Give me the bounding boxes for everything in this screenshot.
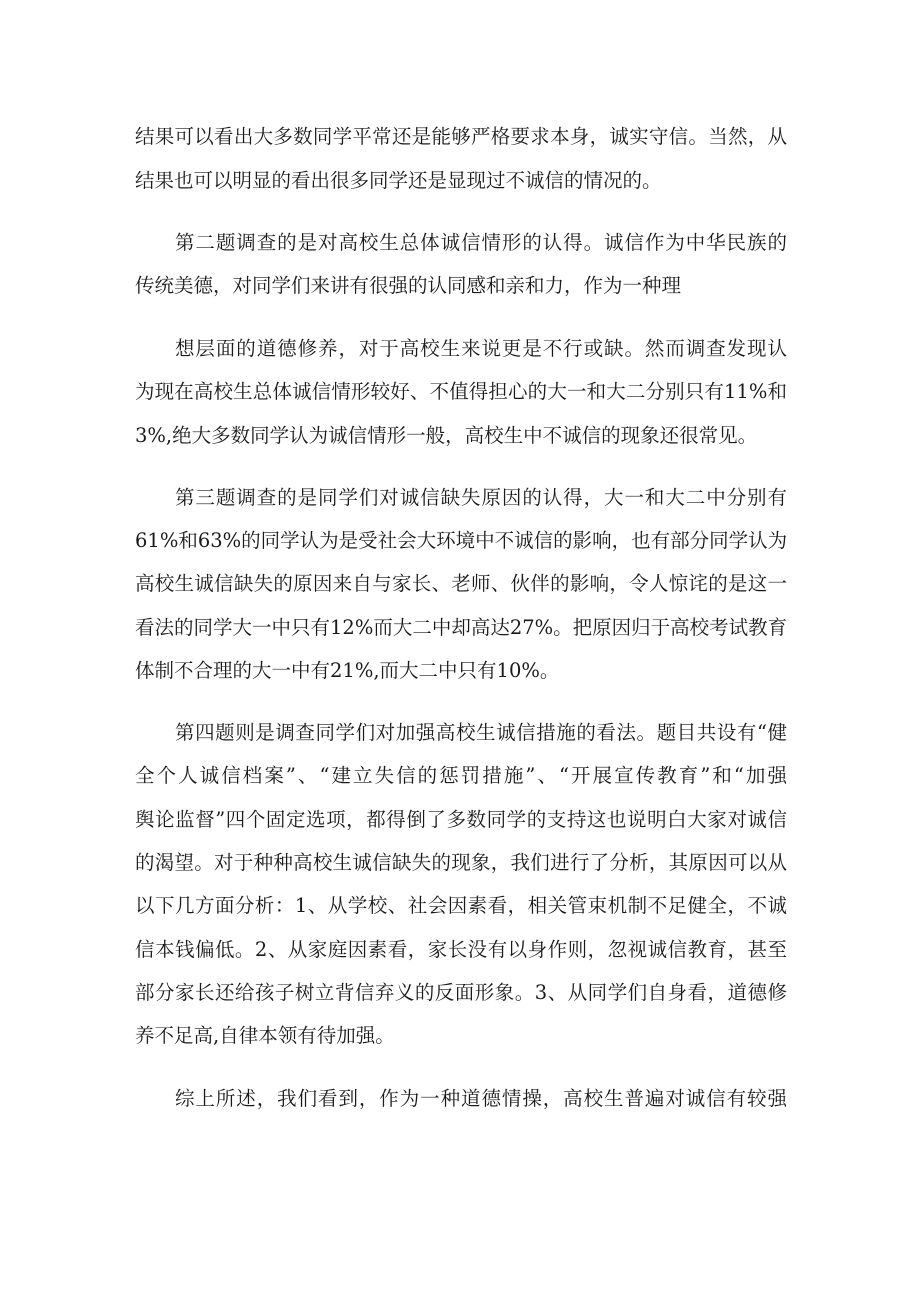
text-line: 结果可以看出大多数同学平常还是能够严格要求本身，诚实守信。当然，从: [135, 125, 787, 148]
text-line: 高校生诚信缺失的原因来自与家长、老师、伙伴的影响，令人惊诧的是这一: [135, 572, 787, 595]
text-line: 养不足高,自律本领有待加强。: [135, 1024, 395, 1047]
text-line: 的渴望。对于种种高校生诚信缺失的现象，我们进行了分析，其原因可以从: [135, 851, 787, 874]
text-line: 部分家长还给孩子树立背信弃义的反面形象。3、从同学们自身看，道德修: [135, 981, 787, 1004]
text-line: 3%,绝大多数同学认为诚信情形一般，高校生中不诚信的现象还很常见。: [135, 424, 758, 447]
text-line: 61%和63%的同学认为是受社会大环境中不诚信的影响，也有部分同学认为: [135, 529, 788, 552]
text-line: 第二题调查的是对高校生总体诚信情形的认得。诚信作为中华民族的: [175, 231, 787, 254]
text-line: 为现在高校生总体诚信情形较好、不值得担心的大一和大二分别只有11%和: [135, 380, 787, 403]
text-line: 想层面的道德修养，对于高校生来说更是不行或缺。然而调查发现认: [175, 337, 787, 360]
text-line: 全个人诚信档案”、“建立失信的惩罚措施”、“开展宣传教育”和“加强: [135, 764, 787, 787]
text-line: 信本钱偏低。2、从家庭因素看，家长没有以身作则，忽视诚信教育，甚至: [135, 938, 787, 961]
text-line: 舆论监督”四个固定选项，都得倒了多数同学的支持这也说明白大家对诚信: [135, 808, 787, 831]
text-line: 第三题调查的是同学们对诚信缺失原因的认得，大一和大二中分别有: [175, 486, 787, 509]
text-line: 看法的同学大一中只有12%而大二中却高达27%。把原因归于高校考试教育: [135, 616, 788, 639]
text-line: 第四题则是调查同学们对加强高校生诚信措施的看法。题目共设有“健: [175, 721, 787, 744]
text-line: 传统美德，对同学们来讲有很强的认同感和亲和力，作为一种理: [135, 274, 682, 297]
text-line: 以下几方面分析：1、从学校、社会因素看，相关管束机制不足健全，不诚: [135, 894, 787, 917]
text-line: 综上所述，我们看到，作为一种道德情操，高校生普遍对诚信有较强: [175, 1087, 787, 1110]
text-line: 结果也可以明显的看出很多同学还是显现过不诚信的情况的。: [135, 169, 662, 192]
text-line: 体制不合理的大一中有21%,而大二中只有10%。: [135, 659, 560, 682]
